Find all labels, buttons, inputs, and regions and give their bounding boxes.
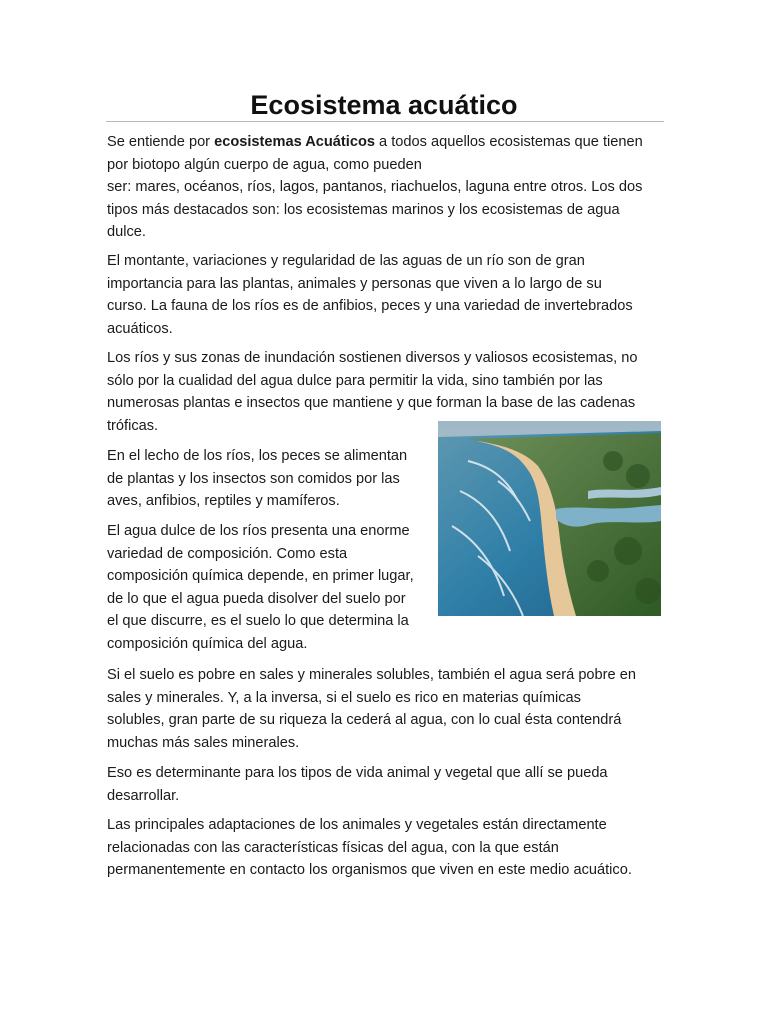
text-line: El montante, variaciones y regularidad de las aguas de un río son de gran bbox=[107, 253, 585, 269]
paragraph-5 bbox=[107, 520, 414, 656]
text-line: acuáticos. bbox=[107, 320, 173, 337]
text-line: relacionadas con las características físicas del agua, con la que están bbox=[107, 839, 559, 856]
text-run: a todos aquellos ecosistemas que tienen bbox=[375, 134, 643, 150]
paragraph-1-line-4: tipos más destacados son: los ecosistemas marinos y los ecosistemas de agua bbox=[107, 201, 620, 218]
text-line: numerosas plantas e insectos que mantiene y que forman la base de las cadenas bbox=[107, 395, 636, 412]
text-line: Las principales adaptaciones de los animales y vegetales están directamente bbox=[107, 817, 607, 833]
text-line: El agua dulce de los ríos presenta una enorme bbox=[107, 523, 410, 539]
document-title: Ecosistema acuático bbox=[250, 90, 518, 120]
paragraph-2 bbox=[107, 250, 633, 340]
paragraph-8 bbox=[107, 814, 632, 882]
text-line: de lo que el agua pueda disolver del suelo por bbox=[107, 590, 406, 607]
text-line: En el lecho de los ríos, los peces se alimentan bbox=[107, 448, 408, 464]
bold-term: ecosistemas Acuáticos bbox=[214, 134, 375, 150]
paragraph-4 bbox=[107, 445, 407, 513]
text-line: composición química depende, en primer lugar, bbox=[107, 568, 414, 585]
coastline-photo bbox=[438, 421, 661, 616]
text-line: permanentemente en contacto los organismos que viven en este medio acuático. bbox=[107, 862, 632, 879]
text-line: el que discurre, es el suelo lo que determina la bbox=[107, 613, 409, 630]
text-line: sólo por la cualidad del agua dulce para permitir la vida, sino también por las bbox=[107, 372, 603, 389]
text-line: muchas más sales minerales. bbox=[107, 734, 300, 751]
text-line: Eso es determinante para los tipos de vida animal y vegetal que allí se pueda bbox=[107, 765, 608, 781]
text-line: aves, anfibios, reptiles y mamíferos. bbox=[107, 493, 340, 510]
text-line: solubles, gran parte de su riqueza la cederá al agua, con lo cual ésta contendrá bbox=[107, 712, 622, 729]
paragraph-1-line-1 bbox=[107, 131, 643, 154]
paragraph-1-line-5: dulce. bbox=[107, 224, 146, 241]
text-line: importancia para las plantas, animales y personas que viven a lo largo de su bbox=[107, 275, 602, 292]
text-run: Se entiende por bbox=[107, 134, 215, 150]
text-line: composición química del agua. bbox=[107, 635, 308, 652]
text-line: de plantas y los insectos son comidos por las bbox=[107, 470, 400, 487]
text-line: tróficas. bbox=[107, 417, 159, 434]
paragraph-6 bbox=[107, 664, 636, 754]
text-line: curso. La fauna de los ríos es de anfibios, peces y una variedad de invertebrados bbox=[107, 298, 633, 315]
paragraph-1-line-2: por biotopo algún cuerpo de agua, como pueden bbox=[107, 156, 422, 173]
title-divider bbox=[106, 121, 664, 122]
text-line: sales y minerales. Y, a la inversa, si el suelo es rico en materias químicas bbox=[107, 689, 581, 706]
paragraph-1 bbox=[107, 131, 643, 244]
text-line: desarrollar. bbox=[107, 787, 180, 804]
text-line: Si el suelo es pobre en sales y minerales solubles, también el agua será pobre en bbox=[107, 667, 636, 683]
paragraph-1-line-3: ser: mares, océanos, ríos, lagos, pantanos, riachuelos, laguna entre otros. Los dos bbox=[107, 179, 643, 196]
paragraph-7 bbox=[107, 762, 608, 807]
text-line: Los ríos y sus zonas de inundación sostienen diversos y valiosos ecosistemas, no bbox=[107, 350, 638, 366]
text-line: variedad de composición. Como esta bbox=[107, 545, 348, 562]
